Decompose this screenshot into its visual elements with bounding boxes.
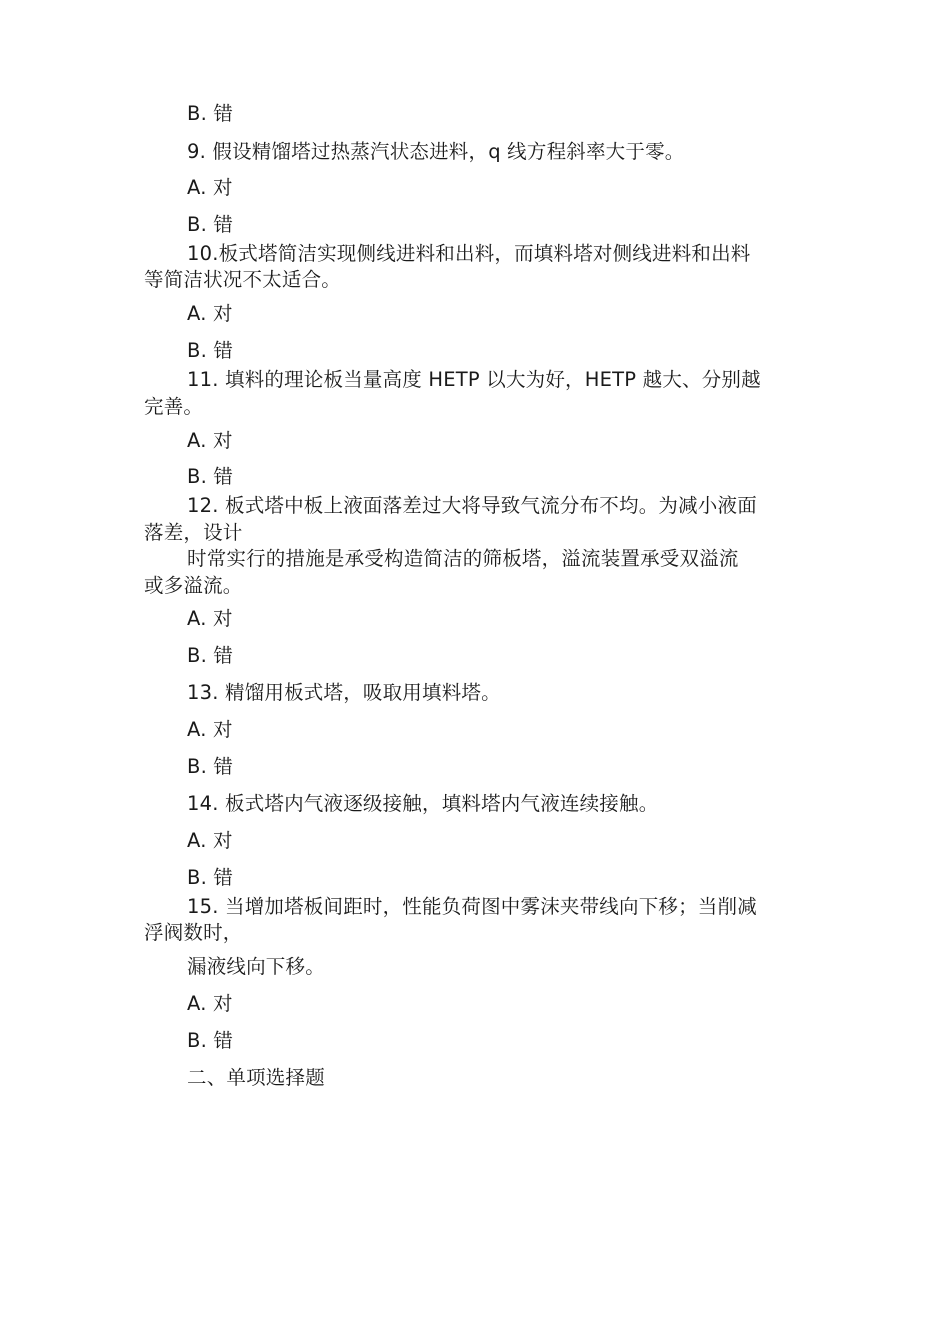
question-13: 13. 精馏用板式塔，吸取用填料塔。 (187, 681, 501, 704)
option-b-q15: B. 错 (187, 1029, 234, 1052)
question-10-line-2: 等简洁状况不太适合。 (144, 268, 342, 291)
question-11-line-2: 完善。 (144, 395, 204, 418)
question-11-line-1: 11. 填料的理论板当量高度 HETP 以大为好，HETP 越大、分别越 (187, 368, 761, 391)
question-15-line-1: 15. 当增加塔板间距时，性能负荷图中雾沫夹带线向下移；当削减 (187, 895, 757, 918)
question-14: 14. 板式塔内气液逐级接触，填料塔内气液连续接触。 (187, 792, 659, 815)
question-12-line-4: 或多溢流。 (144, 574, 243, 597)
option-b-q14: B. 错 (187, 866, 234, 889)
option-a-q14: A. 对 (187, 829, 233, 852)
option-a-q11: A. 对 (187, 429, 233, 452)
question-15-line-2: 浮阀数时， (144, 921, 243, 944)
option-a-q9: A. 对 (187, 176, 233, 199)
question-15-line-3: 漏液线向下移。 (187, 955, 325, 978)
option-b-q10: B. 错 (187, 339, 234, 362)
option-b-q13: B. 错 (187, 755, 234, 778)
option-b-q9: B. 错 (187, 213, 234, 236)
option-a-q10: A. 对 (187, 302, 233, 325)
question-12-line-1: 12. 板式塔中板上液面落差过大将导致气流分布不均。为减小液面 (187, 494, 757, 517)
option-b-q11: B. 错 (187, 465, 234, 488)
option-b-q8: B. 错 (187, 102, 234, 125)
option-a-q15: A. 对 (187, 992, 233, 1015)
question-12-line-2: 落差，设计 (144, 521, 243, 544)
question-10-line-1: 10.板式塔简洁实现侧线进料和出料，而填料塔对侧线进料和出料 (187, 242, 751, 265)
option-a-q12: A. 对 (187, 607, 233, 630)
question-12-line-3: 时常实行的措施是承受构造简洁的筛板塔，溢流装置承受双溢流 (187, 547, 739, 570)
section-heading-single-choice: 二、单项选择题 (187, 1066, 325, 1089)
question-9: 9. 假设精馏塔过热蒸汽状态进料，q 线方程斜率大于零。 (187, 140, 685, 163)
option-b-q12: B. 错 (187, 644, 234, 667)
option-a-q13: A. 对 (187, 718, 233, 741)
